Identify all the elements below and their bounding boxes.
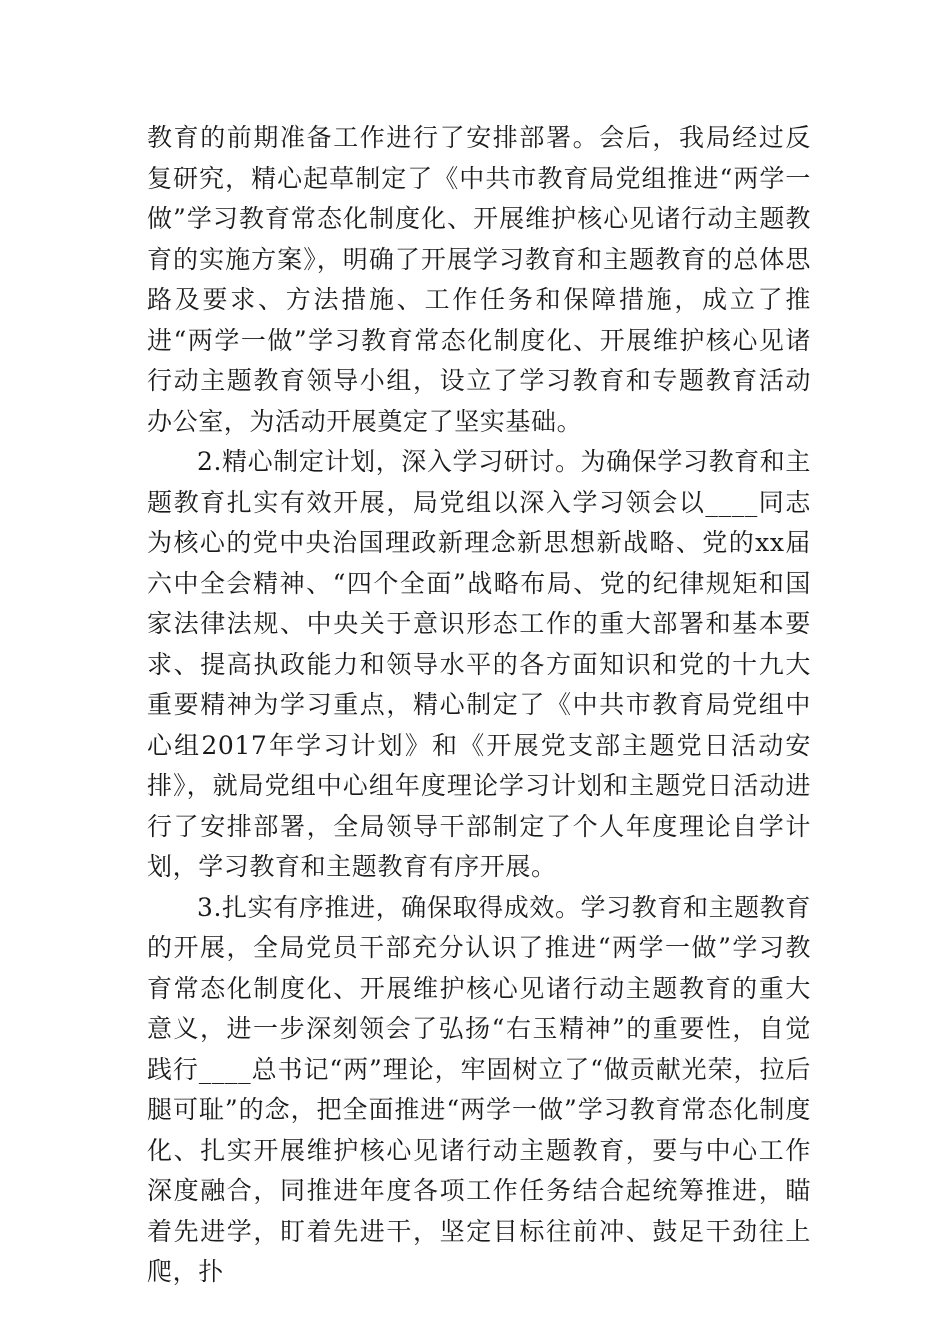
paragraph-item-2: 2.精心制定计划，深入学习研讨。为确保学习教育和主题教育扎实有效开展，局党组以深入学习领会以____同志为核心的党中央治国理政新理念新思想新战略、党的xx届六中全会精神、“四个全面”战略布局、党的纪律规矩和国家法律法规、中央关于意识形态工作的重大部署和基本要求、提高执政能力和领导水平的各方面知识和党的十九大重要精神为学习重点，精心制定了《中共市教育局党组中心组2017年学习计划》和《开展党支部主题党日活动安排》，就局党组中心组年度理论学习计划和主题党日活动进行了安排部署，全局领导干部制定了个人年度理论自学计划，学习教育和主题教育有序开展。	[147, 447, 811, 881]
paragraph-continuation: 教育的前期准备工作进行了安排部署。会后，我局经过反复研究，精心起草制定了《中共市教育局党组推进“两学一做”学习教育常态化制度化、开展维护核心见诸行动主题教育的实施方案》，明确了开展学习教育和主题教育的总体思路及要求、方法措施、工作任务和保障措施，成立了推进“两学一做”学习教育常态化制度化、开展维护核心见诸行动主题教育领导小组，设立了学习教育和专题教育活动办公室，为活动开展奠定了坚实基础。	[147, 123, 811, 436]
document-body	[147, 118, 811, 1293]
paragraph-item-3: 3.扎实有序推进，确保取得成效。学习教育和主题教育的开展，全局党员干部充分认识了推进“两学一做”学习教育常态化制度化、开展维护核心见诸行动主题教育的重大意义，进一步深刻领会了弘扬“右玉精神”的重要性，自觉践行____总书记“两”理论，牢固树立了“做贡献光荣，拉后腿可耻”的念，把全面推进“两学一做”学习教育常态化制度化、扎实开展维护核心见诸行动主题教育，要与中心工作深度融合，同推进年度各项工作任务结合起统筹推进，瞄着先进学，盯着先进干，坚定目标往前冲、鼓足干劲往上爬，扑	[147, 892, 811, 1286]
